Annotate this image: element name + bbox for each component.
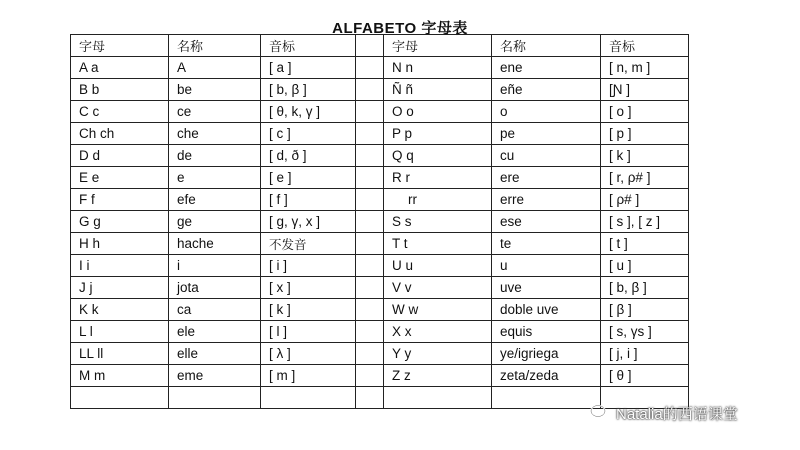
alphabet-table-sheet: [70, 34, 688, 422]
left-name-cell: ca: [169, 299, 261, 321]
header-phonetic-left: 音标: [261, 35, 356, 57]
right-phonetic-cell: [Ɲ ]: [601, 79, 689, 101]
left-letter-cell: Ch ch: [71, 123, 169, 145]
table-row: [71, 365, 689, 387]
wechat-bubble-icon: [590, 404, 610, 422]
right-letter-cell: Q q: [384, 145, 492, 167]
right-letter-cell: R r: [384, 167, 492, 189]
right-name-cell: cu: [492, 145, 601, 167]
table-row: [71, 211, 689, 233]
left-phonetic-cell: [ f ]: [261, 189, 356, 211]
right-letter-cell: T t: [384, 233, 492, 255]
right-phonetic-cell: [ p ]: [601, 123, 689, 145]
left-phonetic-cell: [ i ]: [261, 255, 356, 277]
right-letter-cell: S s: [384, 211, 492, 233]
column-gap: [356, 387, 384, 409]
right-letter-cell: Y y: [384, 343, 492, 365]
table-row: [71, 79, 689, 101]
right-phonetic-cell: [ r, ρ# ]: [601, 167, 689, 189]
left-letter-cell: LL ll: [71, 343, 169, 365]
left-phonetic-cell: [ l ]: [261, 321, 356, 343]
right-phonetic-cell: [ j, i ]: [601, 343, 689, 365]
right-phonetic-cell: [ θ ]: [601, 365, 689, 387]
left-name-cell: efe: [169, 189, 261, 211]
column-gap: [356, 277, 384, 299]
right-name-cell: zeta/zeda: [492, 365, 601, 387]
left-phonetic-cell: 不发音: [261, 233, 356, 255]
column-gap: [356, 189, 384, 211]
right-name-cell: ene: [492, 57, 601, 79]
left-name-cell: ce: [169, 101, 261, 123]
left-phonetic-cell: [ c ]: [261, 123, 356, 145]
header-phonetic-right: 音标: [601, 35, 689, 57]
left-phonetic-cell: [ θ, k, γ ]: [261, 101, 356, 123]
header-name-left: 名称: [169, 35, 261, 57]
right-name-cell: equis: [492, 321, 601, 343]
left-phonetic-cell: [ g, γ, x ]: [261, 211, 356, 233]
header-name-right: 名称: [492, 35, 601, 57]
right-phonetic-cell: [ s ], [ z ]: [601, 211, 689, 233]
right-letter-cell: Ñ ñ: [384, 79, 492, 101]
right-name-cell: erre: [492, 189, 601, 211]
right-letter-cell: W w: [384, 299, 492, 321]
table-row: [71, 189, 689, 211]
right-name-cell: eñe: [492, 79, 601, 101]
right-letter-cell: U u: [384, 255, 492, 277]
left-phonetic-cell: [ d, ð ]: [261, 145, 356, 167]
left-letter-cell: B b: [71, 79, 169, 101]
right-letter-cell: N n: [384, 57, 492, 79]
watermark-text: Natalia的西语课堂: [616, 405, 738, 423]
right-phonetic-cell: [ ρ# ]: [601, 189, 689, 211]
right-phonetic-cell: [ s, γs ]: [601, 321, 689, 343]
right-letter-cell: Z z: [384, 365, 492, 387]
left-letter-cell: E e: [71, 167, 169, 189]
column-gap: [356, 365, 384, 387]
right-name-cell: uve: [492, 277, 601, 299]
table-row: [71, 299, 689, 321]
left-name-cell: hache: [169, 233, 261, 255]
left-name-cell: be: [169, 79, 261, 101]
right-letter-cell: rr: [384, 189, 492, 211]
column-gap: [356, 145, 384, 167]
left-phonetic-cell: [ x ]: [261, 277, 356, 299]
left-name-cell: A: [169, 57, 261, 79]
left-name-cell: [169, 387, 261, 409]
left-name-cell: ge: [169, 211, 261, 233]
table-row: [71, 233, 689, 255]
right-letter-cell: V v: [384, 277, 492, 299]
column-gap: [356, 167, 384, 189]
right-phonetic-cell: [ b, β ]: [601, 277, 689, 299]
left-letter-cell: L l: [71, 321, 169, 343]
left-name-cell: ele: [169, 321, 261, 343]
left-phonetic-cell: [ a ]: [261, 57, 356, 79]
right-phonetic-cell: [ n, m ]: [601, 57, 689, 79]
left-name-cell: e: [169, 167, 261, 189]
right-name-cell: ese: [492, 211, 601, 233]
right-letter-cell: O o: [384, 101, 492, 123]
table-row: [71, 321, 689, 343]
left-name-cell: elle: [169, 343, 261, 365]
page-title: ALFABETO 字母表: [332, 20, 468, 37]
right-name-cell: doble uve: [492, 299, 601, 321]
right-phonetic-cell: [ t ]: [601, 233, 689, 255]
column-gap: [356, 35, 384, 57]
left-name-cell: de: [169, 145, 261, 167]
column-gap: [356, 321, 384, 343]
left-letter-cell: J j: [71, 277, 169, 299]
column-gap: [356, 57, 384, 79]
right-phonetic-cell: [ k ]: [601, 145, 689, 167]
left-phonetic-cell: [ b, β ]: [261, 79, 356, 101]
table-row: [71, 123, 689, 145]
right-letter-cell: P p: [384, 123, 492, 145]
left-letter-cell: I i: [71, 255, 169, 277]
left-letter-cell: M m: [71, 365, 169, 387]
watermark: [590, 400, 738, 426]
left-name-cell: che: [169, 123, 261, 145]
column-gap: [356, 343, 384, 365]
right-name-cell: o: [492, 101, 601, 123]
table-header-row: [71, 35, 689, 57]
column-gap: [356, 101, 384, 123]
left-letter-cell: C c: [71, 101, 169, 123]
column-gap: [356, 299, 384, 321]
right-phonetic-cell: [ β ]: [601, 299, 689, 321]
column-gap: [356, 233, 384, 255]
table-row: [71, 343, 689, 365]
header-letter-right: 字母: [384, 35, 492, 57]
column-gap: [356, 123, 384, 145]
header-letter-left: 字母: [71, 35, 169, 57]
table-row: [71, 57, 689, 79]
left-letter-cell: [71, 387, 169, 409]
left-letter-cell: K k: [71, 299, 169, 321]
right-name-cell: te: [492, 233, 601, 255]
left-name-cell: eme: [169, 365, 261, 387]
left-letter-cell: H h: [71, 233, 169, 255]
left-phonetic-cell: [261, 387, 356, 409]
left-letter-cell: G g: [71, 211, 169, 233]
table-row: [71, 101, 689, 123]
right-letter-cell: X x: [384, 321, 492, 343]
right-letter-cell: [384, 387, 492, 409]
right-name-cell: u: [492, 255, 601, 277]
right-phonetic-cell: [ o ]: [601, 101, 689, 123]
column-gap: [356, 211, 384, 233]
left-letter-cell: F f: [71, 189, 169, 211]
column-gap: [356, 255, 384, 277]
left-name-cell: i: [169, 255, 261, 277]
right-phonetic-cell: [ u ]: [601, 255, 689, 277]
left-phonetic-cell: [ m ]: [261, 365, 356, 387]
table-row: [71, 255, 689, 277]
table-row: [71, 167, 689, 189]
left-phonetic-cell: [ e ]: [261, 167, 356, 189]
right-name-cell: ere: [492, 167, 601, 189]
table-row: [71, 145, 689, 167]
left-letter-cell: D d: [71, 145, 169, 167]
right-name-cell: pe: [492, 123, 601, 145]
table-row: [71, 277, 689, 299]
left-name-cell: jota: [169, 277, 261, 299]
left-phonetic-cell: [ k ]: [261, 299, 356, 321]
alphabet-table: [70, 34, 689, 409]
column-gap: [356, 79, 384, 101]
left-phonetic-cell: [ λ ]: [261, 343, 356, 365]
right-name-cell: [492, 387, 601, 409]
left-letter-cell: A a: [71, 57, 169, 79]
right-name-cell: ye/igriega: [492, 343, 601, 365]
